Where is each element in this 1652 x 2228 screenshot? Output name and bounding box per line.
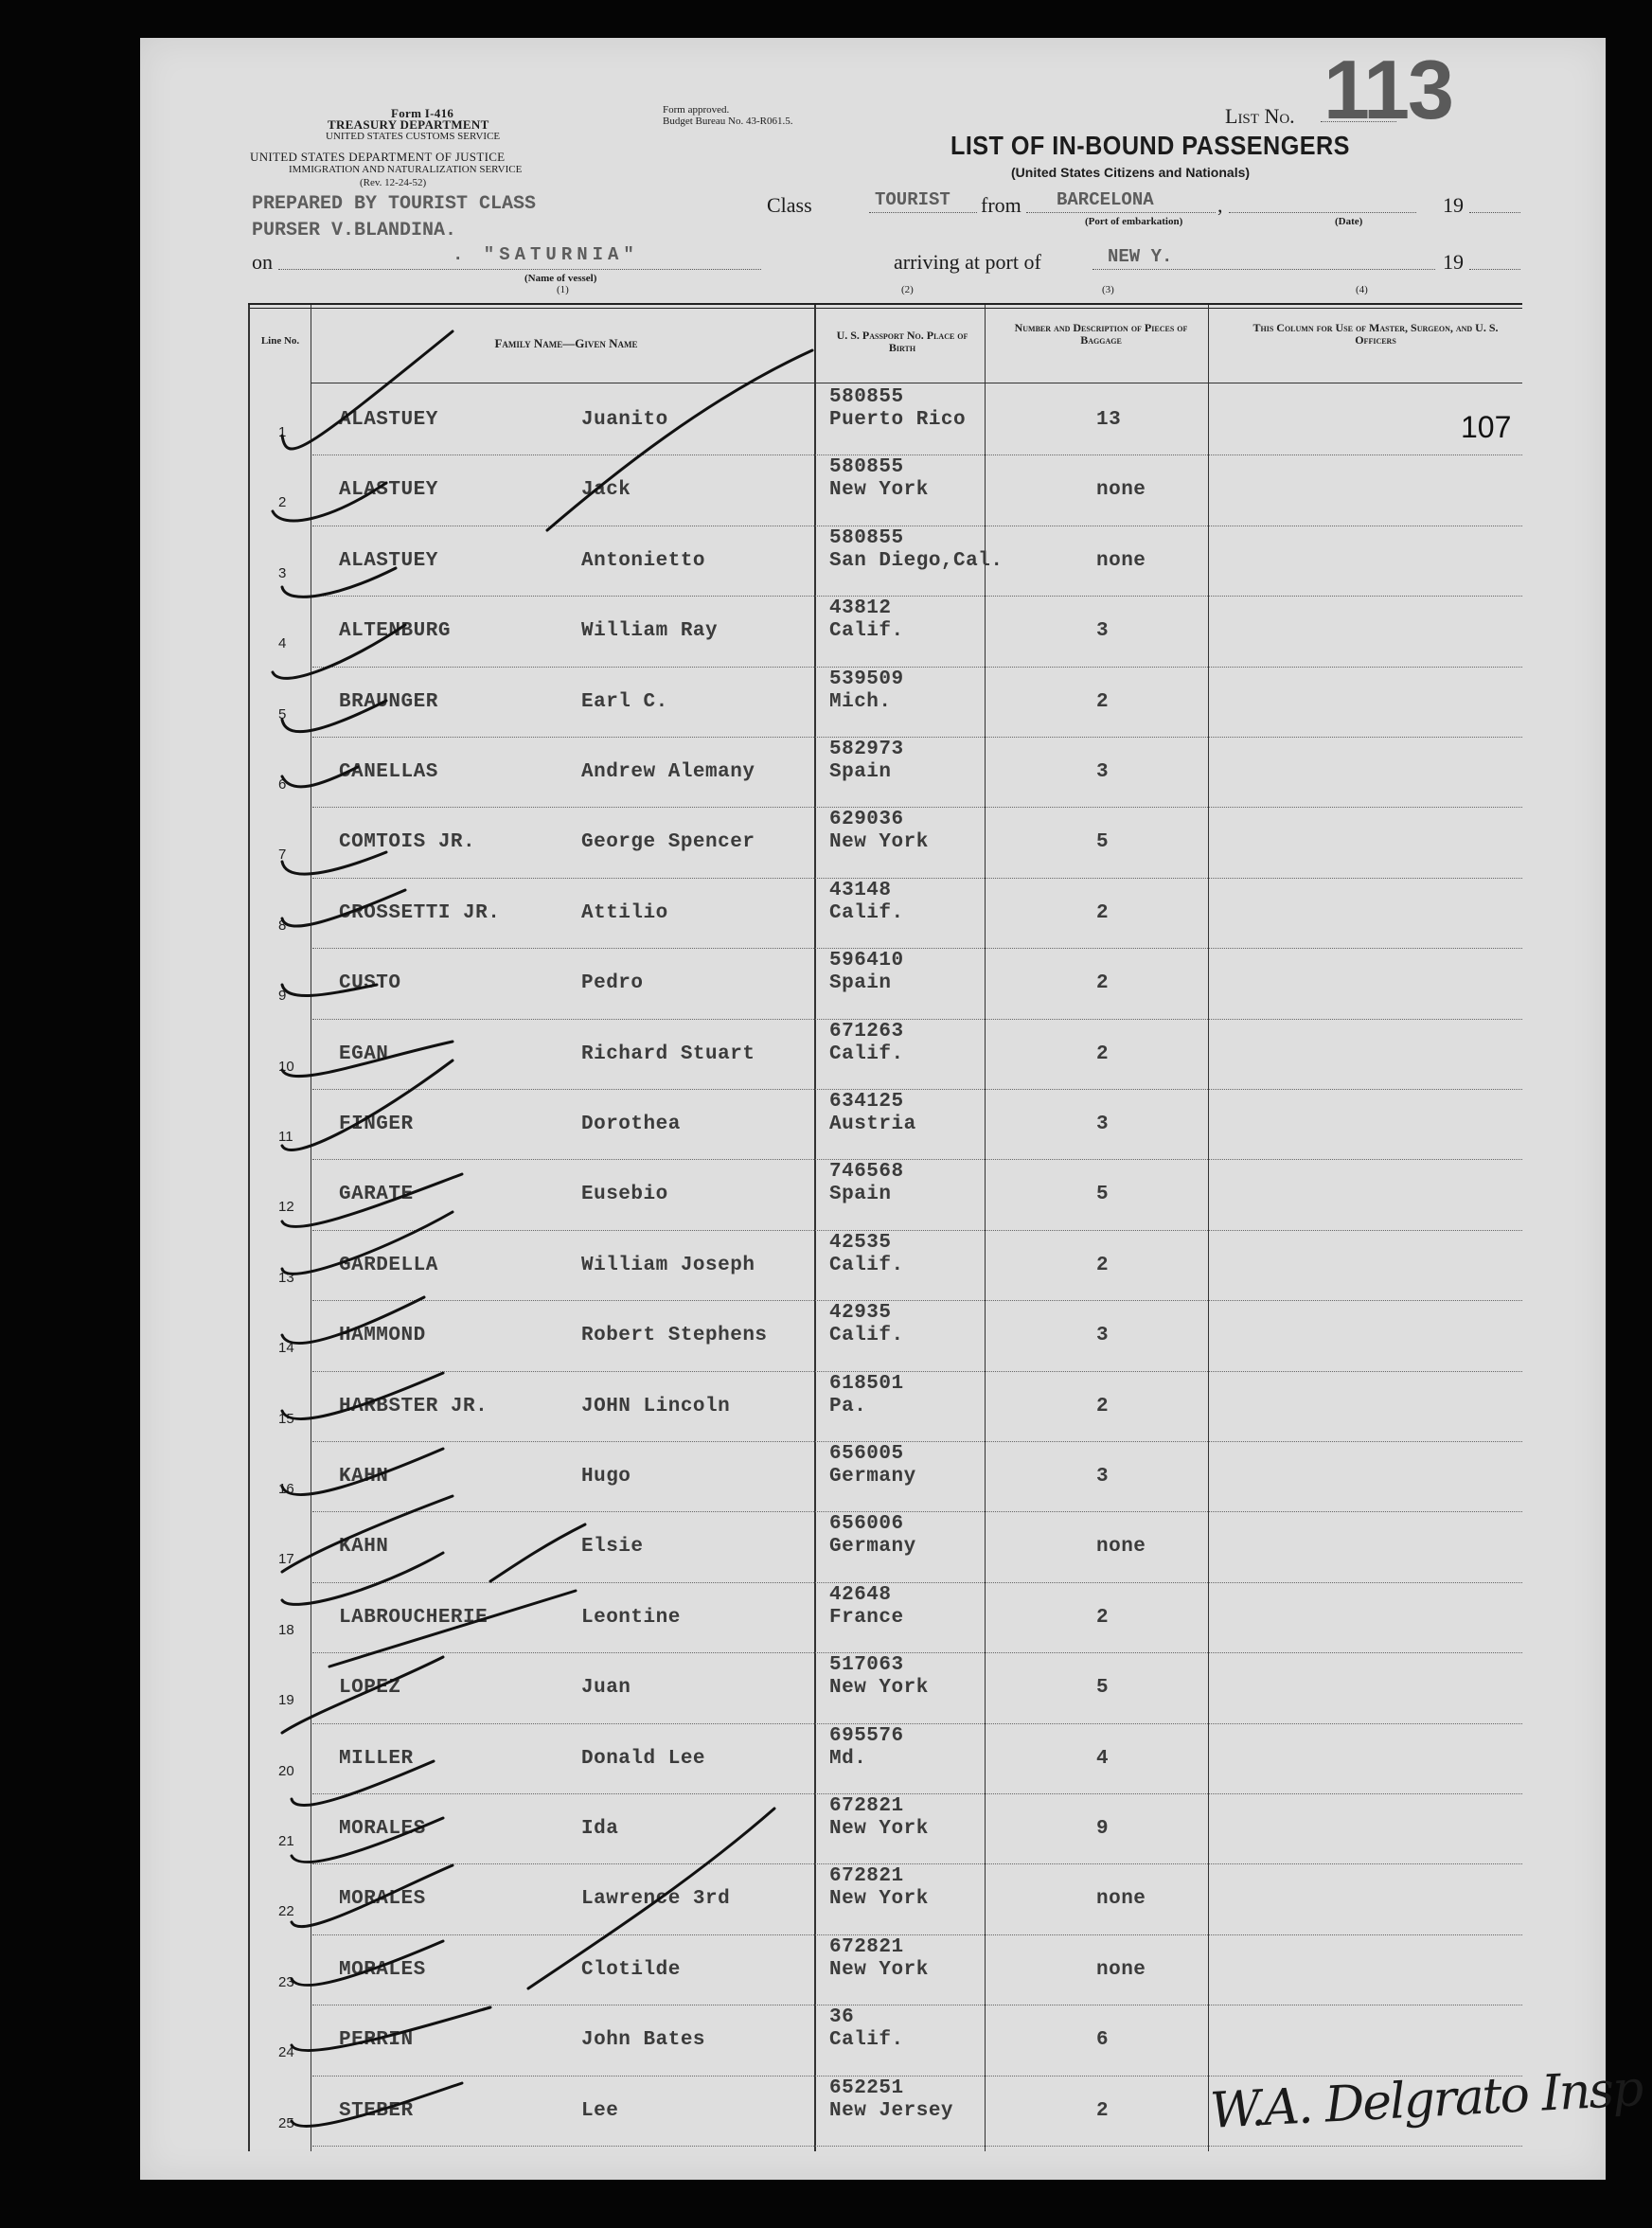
page-title: LIST OF IN-BOUND PASSENGERS [950,131,1350,160]
baggage-count: none [1096,1888,1146,1911]
baggage-count: 5 [1096,1677,1110,1700]
baggage-count: 2 [1096,972,1110,995]
checkmark [490,1524,585,1581]
port-embark-label: (Port of embarkation) [1085,216,1183,227]
checkmark [282,331,453,449]
family-name: KAHN [339,1466,389,1488]
line-number: 11 [278,1129,293,1145]
treasury-dept: TREASURY DEPARTMENT [328,117,489,132]
given-name: Leontine [581,1606,681,1629]
checkmark [282,1553,443,1604]
passport-number: 672821 [829,1865,904,1888]
officer-note: 107 [1461,410,1512,444]
comma-sep: , [1217,193,1223,217]
baggage-count: none [1096,1958,1146,1981]
col-ref-3: (3) [1102,284,1114,295]
checkmark [282,1061,453,1150]
passport-number: 36 [829,2006,855,2029]
checkmark [282,1373,443,1419]
checkmark [282,1657,443,1733]
given-name: William Ray [581,620,719,643]
line-number: 8 [278,917,287,934]
family-name: ALTENBURG [339,620,451,643]
given-name: Andrew Alemany [581,761,755,783]
place-of-birth: New York [829,831,929,854]
family-name: MORALES [339,1888,426,1911]
baggage-count: 13 [1096,409,1122,431]
revision: (Rev. 12-24-52) [360,177,427,188]
arriving-port: NEW Y. [1108,246,1173,267]
place-of-birth: Calif. [829,1325,904,1347]
place-of-birth: New Jersey [829,2099,954,2122]
checkmark [282,890,405,926]
budget-bureau: Budget Bureau No. 43-R061.5. [663,116,793,127]
checkmark [282,1297,426,1347]
line-number: 5 [278,705,287,722]
passport-number: 539509 [829,668,904,690]
passport-number: 618501 [829,1372,904,1395]
passport-number: 42935 [829,1302,892,1325]
family-name: MORALES [339,1818,426,1840]
passport-number: 517063 [829,1654,904,1677]
given-name: Earl C. [581,690,668,713]
line-number: 3 [278,564,287,581]
header-name: Family Name—Given Name [494,336,638,350]
checkmark [282,985,377,996]
place-of-birth: Spain [829,761,892,783]
from-value: BARCELONA [1057,189,1154,210]
line-number: 13 [278,1269,294,1286]
given-name: Lawrence 3rd [581,1888,731,1911]
passport-number: 42535 [829,1231,892,1254]
prepared-by-line1: PREPARED BY TOURIST CLASS [252,193,537,215]
baggage-count: 3 [1096,1114,1110,1135]
line-number: 12 [278,1199,294,1216]
given-name: Robert Stephens [581,1325,768,1347]
family-name: STEBER [339,2099,414,2122]
baggage-count: 2 [1096,1395,1110,1417]
given-name: Lee [581,2099,619,2122]
place-of-birth: Pa. [829,1395,867,1417]
header-baggage: Number and Description of Pieces of Baggage [1014,321,1188,347]
checkmark [292,1761,434,1805]
given-name: George Spencer [581,831,755,854]
checkmark [292,2083,462,2126]
given-name: William Joseph [581,1254,755,1276]
family-name: LABROUCHERIE [339,1606,488,1629]
place-of-birth: Calif. [829,901,904,924]
header-passport: U. S. Passport No. Place of Birth [836,329,968,354]
line-number: 17 [278,1551,294,1568]
family-name: MORALES [339,1958,426,1981]
baggage-count: 2 [1096,690,1110,713]
line-number: 4 [278,635,287,652]
place-of-birth: Spain [829,972,892,995]
header-officers: This Column for Use of Master, Surgeon, and U. S. Officers [1252,321,1499,347]
checkmark [282,852,386,874]
line-number: 16 [278,1481,294,1497]
family-name: KAHN [339,1536,389,1559]
line-number: 10 [278,1058,294,1075]
place-of-birth: Germany [829,1536,916,1559]
checkmark [292,1865,453,1927]
line-number: 14 [278,1340,294,1357]
handwritten-checkmarks [140,38,1606,2180]
place-of-birth: San Diego,Cal. [829,549,1004,572]
family-name: COMTOIS JR. [339,831,476,854]
place-of-birth: Austria [829,1114,916,1135]
baggage-count: 2 [1096,901,1110,924]
family-name: GARDELLA [339,1254,438,1276]
family-name: HARBSTER JR. [339,1395,488,1417]
baggage-count: 2 [1096,1254,1110,1276]
passenger-manifest-page [140,38,1643,2180]
line-number: 15 [278,1410,294,1427]
line-number: 1 [278,424,287,440]
family-name: GARATE [339,1184,414,1206]
form-number: Form I-416 [391,106,454,120]
family-name: FINGER [339,1114,414,1135]
passport-number: 656006 [829,1513,904,1536]
line-number: 2 [278,494,287,511]
form-approved: Form approved. [663,104,730,116]
given-name: Donald Lee [581,1747,706,1770]
place-of-birth: New York [829,479,929,502]
passport-number: 656005 [829,1443,904,1465]
place-of-birth: Calif. [829,2029,904,2052]
line-number: 20 [278,1762,294,1779]
place-of-birth: Calif. [829,1254,904,1276]
passport-number: 582973 [829,739,904,760]
baggage-count: none [1096,1536,1146,1559]
checkmark [282,568,396,597]
line-number: 18 [278,1621,294,1638]
place-of-birth: Md. [829,1747,867,1770]
family-name: ALASTUEY [339,549,438,572]
passport-number: 43812 [829,597,892,620]
given-name: Richard Stuart [581,1043,755,1065]
given-name: Juanito [581,409,668,431]
family-name: CANELLAS [339,761,438,783]
line-number: 25 [278,2114,294,2131]
family-name: ALASTUEY [339,479,438,502]
given-name: Ida [581,1818,619,1840]
family-name: EGAN [339,1043,389,1065]
passport-number: 671263 [829,1020,904,1043]
col-ref-2: (2) [901,284,914,295]
place-of-birth: Spain [829,1184,892,1206]
vessel-label: (Name of vessel) [524,273,597,284]
list-number: 113 [1323,43,1452,136]
family-name: ALASTUEY [339,409,438,431]
family-name: PERRIN [339,2029,414,2052]
place-of-birth: Mich. [829,690,892,713]
line-number: 7 [278,847,287,864]
place-of-birth: Calif. [829,620,904,643]
year-prefix-1: 19 [1443,193,1464,217]
page-subtitle: (United States Citizens and Nationals) [1011,165,1251,180]
place-of-birth: New York [829,1958,929,1981]
given-name: Hugo [581,1466,631,1488]
checkmark [292,2007,490,2050]
place-of-birth: New York [829,1818,929,1840]
given-name: Elsie [581,1536,644,1559]
place-of-birth: New York [829,1888,929,1911]
passport-number: 634125 [829,1091,904,1113]
baggage-count: 2 [1096,1606,1110,1629]
checkmark [282,1042,453,1077]
class-label: Class [767,193,812,217]
line-number: 23 [278,1973,294,1990]
given-name: Jack [581,479,631,502]
passport-number: 672821 [829,1935,904,1958]
passport-number: 695576 [829,1724,904,1747]
baggage-count: none [1096,549,1146,572]
line-number: 22 [278,1903,294,1920]
passport-number: 629036 [829,809,904,831]
on-label: on [252,250,273,274]
line-number: 19 [278,1692,294,1709]
checkmark [547,350,812,530]
checkmark [329,1591,576,1667]
customs-service: UNITED STATES CUSTOMS SERVICE [326,131,501,142]
family-name: BRAUNGER [339,690,438,713]
checkmark [282,1212,453,1274]
year-prefix-2: 19 [1443,250,1464,274]
checkmark [282,1449,443,1495]
passport-number: 580855 [829,526,904,549]
given-name: JOHN Lincoln [581,1395,731,1417]
given-name: Attilio [581,901,668,924]
vessel-name: . "SATURNIA" [453,244,639,265]
baggage-count: 2 [1096,2099,1110,2122]
baggage-count: 9 [1096,1818,1110,1840]
class-value: TOURIST [875,189,950,210]
passport-number: 652251 [829,2076,904,2099]
given-name: Pedro [581,972,644,995]
baggage-count: 6 [1096,2029,1110,2052]
passport-number: 43148 [829,879,892,901]
passport-number: 42648 [829,1583,892,1606]
list-no-label: List No. [1225,104,1295,128]
baggage-count: 3 [1096,620,1110,643]
given-name: Juan [581,1677,631,1700]
baggage-count: 3 [1096,761,1110,783]
given-name: Eusebio [581,1184,668,1206]
given-name: Antonietto [581,549,706,572]
line-number: 9 [278,988,287,1005]
col-ref-4: (4) [1356,284,1368,295]
baggage-count: 5 [1096,1184,1110,1206]
prepared-by-line2: PURSER V.BLANDINA. [252,220,457,241]
passport-number: 672821 [829,1795,904,1817]
col-ref-1: (1) [557,284,569,295]
given-name: John Bates [581,2029,706,2052]
family-name: CUSTO [339,972,401,995]
checkmark [282,701,386,732]
baggage-count: 3 [1096,1325,1110,1347]
checkmark [292,1818,443,1862]
family-name: CROSSETTI JR. [339,901,501,924]
baggage-count: none [1096,479,1146,502]
checkmark [282,767,358,787]
given-name: Clotilde [581,1958,681,1981]
given-name: Dorothea [581,1114,681,1135]
checkmark [292,1941,443,1985]
checkmark [528,1809,774,1988]
place-of-birth: New York [829,1677,929,1700]
place-of-birth: Germany [829,1466,916,1488]
from-label: from [981,193,1021,217]
family-name: HAMMOND [339,1325,426,1347]
justice-dept: UNITED STATES DEPARTMENT OF JUSTICE [250,150,506,164]
line-number: 21 [278,1833,294,1849]
baggage-count: 4 [1096,1747,1110,1770]
baggage-count: 5 [1096,831,1110,854]
baggage-count: 2 [1096,1043,1110,1065]
checkmark [282,1174,462,1226]
arriving-label: arriving at port of [894,250,1041,274]
ins-label: IMMIGRATION AND NATURALIZATION SERVICE [289,164,523,175]
family-name: LOPEZ [339,1677,401,1700]
passport-number: 580855 [829,386,904,408]
date-label: (Date) [1335,216,1363,227]
inspector-signature: W.A. Delgrato Insp [1208,2060,1643,2140]
baggage-count: 3 [1096,1466,1110,1488]
checkmark [273,625,405,678]
place-of-birth: France [829,1606,904,1629]
place-of-birth: Puerto Rico [829,409,967,431]
passport-number: 596410 [829,950,904,972]
line-number: 6 [278,776,287,793]
checkmark [273,483,386,521]
passport-number: 580855 [829,456,904,479]
passport-number: 746568 [829,1161,904,1184]
family-name: MILLER [339,1747,414,1770]
place-of-birth: Calif. [829,1043,904,1065]
line-number: 24 [278,2044,294,2061]
header-line-no: Line No. [260,335,300,347]
